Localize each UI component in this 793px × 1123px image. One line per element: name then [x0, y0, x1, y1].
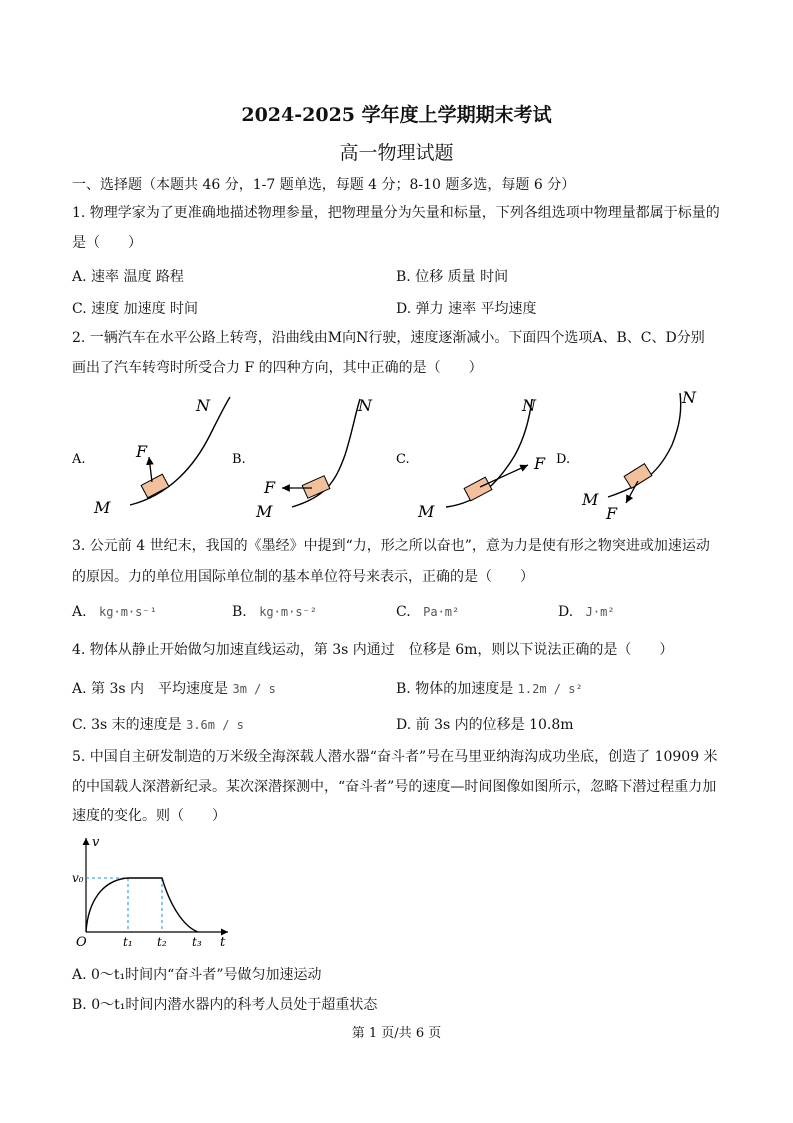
q3-option-c	[396, 604, 459, 620]
q2-c-n: N	[522, 396, 536, 415]
q4-option-d: D. 前 3s 内的位移是 10.8m	[396, 717, 574, 733]
q3-stem-line2: 的原因。力的单位用国际单位制的基本单位符号来表示，正确的是（ ）	[72, 569, 534, 585]
q2-c-force: F	[534, 454, 546, 473]
q2-a-n: N	[196, 396, 210, 415]
q5-stem-line3: 速度的变化。则（ ）	[72, 808, 226, 824]
q3-option-b-value: kg·m·s⁻²	[259, 605, 317, 619]
q3-option-a-value: kg·m·s⁻¹	[99, 605, 157, 619]
exam-title: 2024-2025 学年度上学期期末考试	[241, 104, 552, 126]
q4-option-a	[72, 678, 276, 698]
q2-d-n: N	[682, 388, 696, 407]
q2-d-force: F	[606, 504, 618, 523]
q4-option-b-text: B. 物体的加速度是	[396, 681, 514, 697]
q2-stem-line2: 画出了汽车转弯时所受合力 F 的四种方向，其中正确的是（ ）	[72, 360, 483, 376]
q2-a-force: F	[136, 442, 148, 461]
q4-option-a-text: A. 第 3s 内 平均速度是	[72, 681, 229, 697]
section-heading: 一、选择题（本题共 46 分，1-7 题单选，每题 4 分；8-10 题多选，每题 6 分）	[72, 177, 576, 193]
q2-label-b: B.	[232, 452, 246, 467]
q2-b-n: N	[358, 396, 372, 415]
q3-option-d-value: J·m²	[585, 605, 615, 619]
q2-diagram-d	[556, 388, 697, 523]
q1-option-b: B. 位移 质量 时间	[396, 269, 509, 285]
q5-axis-v: v	[92, 835, 100, 850]
q3-option-b	[232, 604, 317, 620]
q5-stem-line2: 的中国载人深潜新纪录。某次深潜探测中，“奋斗者”号的速度—时间图像如图所示，忽略下潜过程重力加	[72, 779, 717, 795]
q5-option-a: A. 0～t₁时间内“奋斗者”号做匀加速运动	[72, 967, 322, 983]
q2-d-m: M	[582, 490, 599, 509]
q4-option-c-text: C. 3s 末的速度是	[72, 717, 182, 733]
q2-diagram-c	[396, 396, 546, 521]
q1-stem-line1: 1. 物理学家为了更准确地描述物理参量，把物理量分为矢量和标量，下列各组选项中物理量都属于标量的	[72, 205, 720, 221]
q5-vt-graph	[72, 832, 242, 952]
q3-option-a-label: A.	[72, 604, 87, 620]
q2-label-a: A.	[72, 452, 86, 467]
q3-option-d-label: D.	[558, 604, 574, 620]
q2-b-force: F	[264, 478, 276, 497]
q1-option-a: A. 速率 温度 路程	[72, 269, 184, 285]
q2-label-c: C.	[396, 452, 410, 467]
q3-option-c-value: Pa·m²	[423, 605, 460, 619]
q3-option-a	[72, 604, 157, 620]
q5-v0: v₀	[72, 871, 84, 885]
q5-stem-line1: 5. 中国自主研发制造的万米级全海深载人潜水器“奋斗者”号在马里亚纳海沟成功坐底，创造了 10909 米	[72, 749, 718, 765]
exam-subtitle: 高一物理试题	[339, 142, 454, 164]
q5-t3: t₃	[192, 935, 202, 949]
q5-t2: t₂	[157, 935, 167, 949]
q2-label-d: D.	[556, 452, 571, 467]
q2-c-m: M	[418, 502, 435, 521]
q2-diagrams	[60, 385, 740, 525]
q4-option-c	[72, 714, 244, 734]
q2-stem-line1: 2. 一辆汽车在水平公路上转弯，沿曲线由M向N行驶，速度逐渐减小。下面四个选项A、B、C、D分别	[72, 330, 705, 346]
q3-stem-line1: 3. 公元前 4 世纪末，我国的《墨经》中提到“力，形之所以奋也”，意为力是使有形之物突进或加速运动	[72, 538, 710, 554]
q2-diagram-a	[71, 396, 230, 517]
q5-option-b: B. 0～t₁时间内潜水器内的科考人员处于超重状态	[72, 997, 378, 1013]
q2-a-m: M	[94, 498, 111, 517]
q4-option-b-value: 1.2m / s²	[517, 682, 583, 696]
q4-option-a-value: 3m / s	[232, 682, 276, 696]
q3-option-c-label: C.	[396, 604, 411, 620]
q2-diagram-b	[232, 396, 373, 521]
q5-origin: O	[76, 935, 87, 950]
q5-t1: t₁	[123, 935, 133, 949]
q4-option-b	[396, 678, 583, 698]
q3-option-d	[558, 604, 615, 620]
page-footer: 第 1 页/共 6 页	[351, 1026, 442, 1041]
q4-stem: 4. 物体从静止开始做匀加速直线运动，第 3s 内通过 位移是 6m，则以下说法正确的是（ ）	[72, 642, 674, 658]
q1-option-d: D. 弹力 速率 平均速度	[396, 301, 537, 317]
q1-option-c: C. 速度 加速度 时间	[72, 301, 199, 317]
q1-stem-line2: 是（ ）	[72, 235, 142, 251]
q2-b-m: M	[256, 502, 273, 521]
q5-axis-t: t	[220, 935, 226, 950]
q4-option-c-value: 3.6m / s	[186, 718, 244, 732]
q3-option-b-label: B.	[232, 604, 247, 620]
